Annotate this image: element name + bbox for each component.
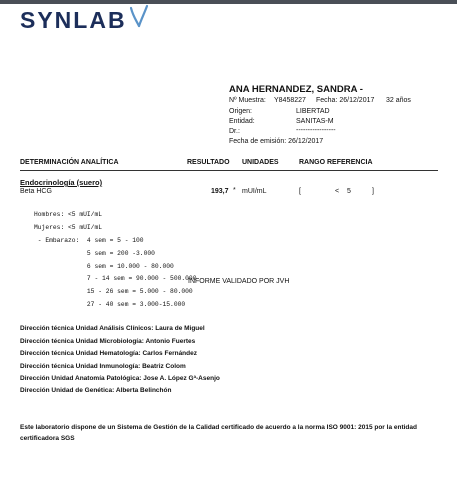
certification-note: Este laboratorio dispone de un Sistema de Gestión de la Calidad certificado de acuerdo a la norma ISO 9001: 2015 por la entidad certificadora SGS xyxy=(20,424,417,442)
dr-label: Dr.: xyxy=(229,128,240,135)
header-resultado: RESULTADO xyxy=(187,159,230,166)
patient-age: 32 años xyxy=(386,97,411,104)
direccion-line: Dirección Unidad Anatomía Patológica: Jose A. López Gª-Asenjo xyxy=(20,375,220,382)
direccion-line: Dirección técnica Unidad Hematología: Carlos Fernández xyxy=(20,350,197,357)
reference-line: 27 - 40 sem = 3.000-15.000 xyxy=(34,301,186,309)
range-close-bracket: ] xyxy=(372,188,374,195)
origen-label: Origen: xyxy=(229,108,252,115)
test-result: 193,7 xyxy=(211,188,229,195)
informe-validado: INFORME VALIDADO POR JVH xyxy=(188,278,290,285)
reference-line: 15 - 26 sem = 5.000 - 80.000 xyxy=(34,288,193,296)
fecha-emision: Fecha de emisión: 26/12/2017 xyxy=(229,138,324,145)
section-title: Endocrinología (suero) xyxy=(20,178,103,187)
top-bar xyxy=(0,0,457,4)
range-less-than: < xyxy=(335,188,340,195)
header-determinacion: DETERMINACIÓN ANALÍTICA xyxy=(20,159,119,166)
header-unidades: UNIDADES xyxy=(242,159,279,166)
origen-value: LIBERTAD xyxy=(296,108,330,115)
test-unit: mUI/mL xyxy=(242,188,267,195)
header-divider xyxy=(20,170,438,171)
direccion-line: Dirección técnica Unidad Microbiología: Antonio Fuertes xyxy=(20,338,196,345)
direccion-line: Dirección técnica Unidad Análisis Clínicos: Laura de Miguel xyxy=(20,325,205,332)
reference-line: Hombres: <5 mUI/mL xyxy=(34,211,103,219)
range-open-bracket: [ xyxy=(299,188,301,195)
test-name: Beta HCG xyxy=(20,188,52,195)
reference-line: Mujeres: <5 mUI/mL xyxy=(34,224,103,232)
reference-line: 7 - 14 sem = 90.000 - 500.000 xyxy=(34,275,197,283)
range-value: 5 xyxy=(347,188,351,195)
entidad-label: Entidad: xyxy=(229,118,255,125)
dr-value: ----------------- xyxy=(296,127,336,134)
result-flag: * xyxy=(233,187,236,194)
synlab-logo: SYNLAB xyxy=(20,7,127,33)
muestra-label: Nº Muestra: xyxy=(229,97,266,104)
fecha-muestra: Fecha: 26/12/2017 xyxy=(316,97,375,104)
direccion-line: Dirección técnica Unidad Inmunología: Beatriz Colom xyxy=(20,363,186,370)
header-rango: RANGO REFERENCIA xyxy=(299,159,373,166)
synlab-logo-mark-icon xyxy=(128,4,150,30)
reference-line: 6 sem = 10.000 - 80.000 xyxy=(34,262,174,270)
patient-name: ANA HERNANDEZ, SANDRA - xyxy=(229,84,363,95)
reference-values xyxy=(34,206,197,315)
direccion-line: Dirección Unidad de Genética: Alberta Belinchón xyxy=(20,387,172,394)
entidad-value: SANITAS-M xyxy=(296,118,334,125)
reference-line: - Embarazo: 4 sem = 5 - 100 xyxy=(34,237,144,245)
reference-line: 5 sem = 200 -3.000 xyxy=(34,249,155,257)
muestra-value: Y8458227 xyxy=(274,97,306,104)
